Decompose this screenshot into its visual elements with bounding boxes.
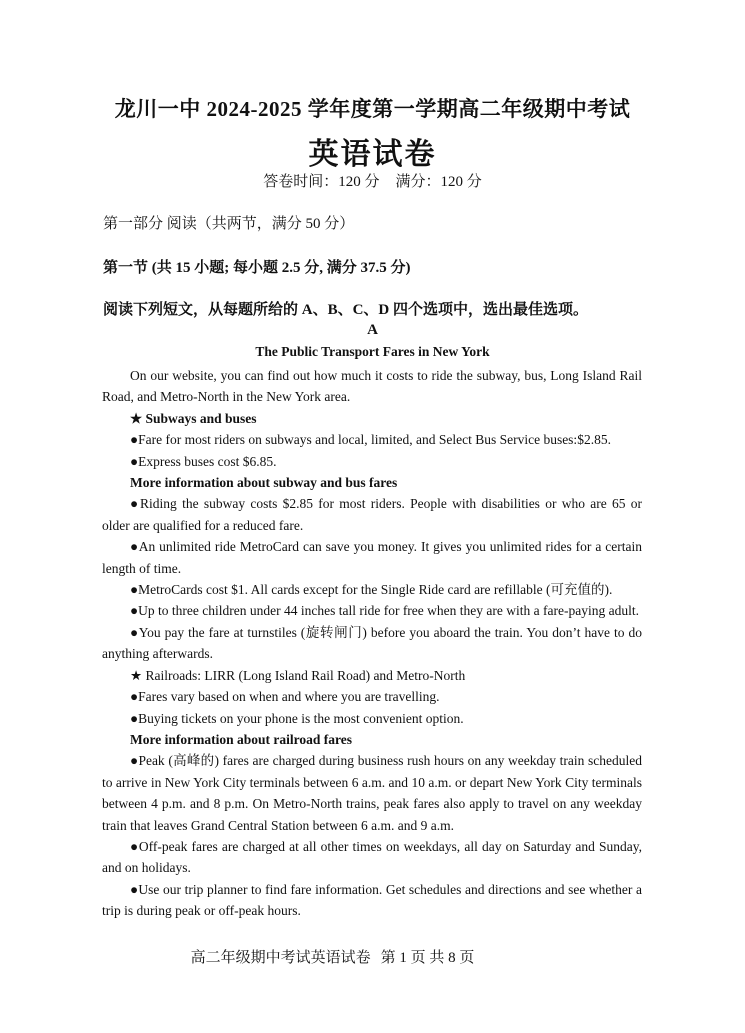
- list-item: ●MetroCards cost $1. All cards except for the Single Ride card are refillable (可充值的).: [130, 582, 613, 598]
- list-item: ●Fare for most riders on subways and local, limited, and Select Bus Service buses:$2.85.: [130, 432, 611, 448]
- part-heading: 第一部分 阅读（共两节，满分 50 分）: [103, 216, 355, 232]
- list-item: ●Buying tickets on your phone is the most convenient option.: [130, 710, 464, 726]
- section-heading: 第一节 (共 15 小题; 每小题 2.5 分, 满分 37.5 分): [103, 260, 411, 276]
- railroad-more-heading: More information about railroad fares: [130, 731, 352, 747]
- section-directions: 阅读下列短文，从每题所给的 A、B、C、D 四个选项中，选出最佳选项。: [103, 302, 589, 318]
- list-item: ●You pay the fare at turnstiles (旋转闸门) before you aboard the train. You don’t have to do anything afterwards.: [102, 624, 642, 662]
- exam-full-score: 满分：120 分: [395, 174, 482, 190]
- page-footer: [0, 946, 665, 967]
- footer-exam-name: 高二年级期中考试英语试卷: [190, 950, 371, 966]
- paper-title: 英语试卷: [308, 138, 437, 171]
- list-item: ●Up to three children under 44 inches tall ride for free when they are with a fare-paying adult.: [130, 603, 639, 619]
- list-item: ●Use our trip planner to find fare information. Get schedules and directions and see whether a trip is during peak or off-peak hours.: [102, 881, 642, 919]
- page-number: 第 1 页 共 8 页: [380, 950, 475, 966]
- passage-body: [102, 365, 642, 922]
- subway-more-heading: More information about subway and bus fares: [130, 475, 398, 491]
- list-item: ●Fares vary based on when and where you are travelling.: [130, 689, 440, 705]
- subways-heading: ★ Subways and buses: [130, 410, 257, 426]
- list-item: ●Off-peak fares are charged at all other times on weekdays, all day on Saturday and Sunday, and on holidays.: [102, 838, 642, 876]
- school-exam-title: 龙川一中 2024-2025 学年度第一学期高二年级期中考试: [114, 97, 631, 121]
- list-item: ●Riding the subway costs $2.85 for most riders. People with disabilities or who are 65 or older are qualified for a reduced fare.: [102, 496, 642, 533]
- list-item: ●Peak (高峰的) fares are charged during business rush hours on any weekday train scheduled to arrive in New York City terminals between 6 a.m. and 10 a.m. or depart New York City terminals between 4 p.m. and 8 p.m. On Metro-North trains, peak fares also apply to travel on any weekday train that leaves Grand Central Station between 6 a.m. and 9 a.m.: [102, 753, 642, 833]
- exam-info: [0, 170, 745, 191]
- exam-time: 答卷时间：120 分: [263, 174, 380, 190]
- passage-letter: A: [367, 322, 378, 338]
- list-item: ●An unlimited ride MetroCard can save you money. It gives you unlimited rides for a certain length of time.: [102, 539, 642, 576]
- passage-title: The Public Transport Fares in New York: [255, 344, 490, 359]
- passage-intro: On our website, you can find out how much it costs to ride the subway, bus, Long Island Rail Road, and Metro-North in the New York area.: [102, 368, 642, 405]
- list-item: ●Express buses cost $6.85.: [130, 453, 277, 469]
- railroads-heading: ★ Railroads: LIRR (Long Island Rail Road) and Metro-North: [130, 667, 466, 683]
